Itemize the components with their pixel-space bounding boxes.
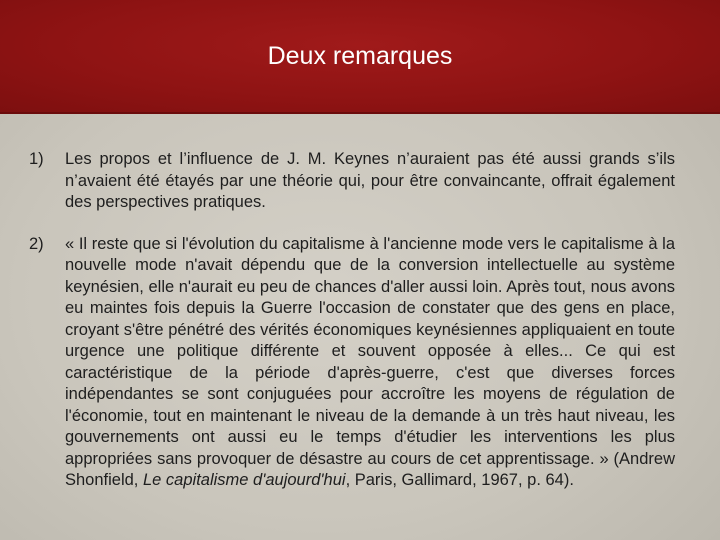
- citation-details: , Paris, Gallimard, 1967, p. 64).: [345, 471, 574, 489]
- list-item-number: 2): [29, 234, 44, 253]
- banner-divider: [0, 112, 720, 114]
- list-item-text: [65, 234, 675, 492]
- book-title: Le capitalisme d'aujourd'hui: [142, 471, 346, 489]
- list-item-1: [0, 149, 720, 214]
- numbered-list: [0, 149, 720, 492]
- list-item-text: Les propos et l’influence de J. M. Keynes n’auraient pas été aussi grands s’ils n’avaient été étayés par une théorie qui, pour être convaincante, offrait également des perspectives pratiques.: [65, 150, 675, 211]
- slide-title: Deux remarques: [267, 42, 453, 70]
- quotation-text: « Il reste que si l'évolution du capitalisme à l'ancienne mode vers le capitalisme à la nouvelle mode n'avait dépendu que de la conversion intellectuelle au système keynésien, elle n'aurait eu peu de chances d'aller aussi loin. Après tout, nous avons eu maintes fois depuis la Guerre l'occasion de constater que des gens en place, croyant s'être pénétré des vérités économiques keynésiennes appliquaient en toute urgence une politique différente et souvent opposée à elles... Ce qui est caractéristique de la période d'après-guerre, c'est que diverses forces indépendantes se sont conjuguées pour accroître les moyens de régulation de l'économie, tout en maintenant le niveau de la demande à un très haut niveau, les gouvernements ont aussi eu le temps d'étudier les interventions les plus appropriées sans provoquer de désastre au cours de cet apprentissage. » (Andrew Shonfield,: [65, 234, 675, 489]
- list-item-2: [0, 234, 720, 492]
- list-item-number: 1): [29, 150, 44, 168]
